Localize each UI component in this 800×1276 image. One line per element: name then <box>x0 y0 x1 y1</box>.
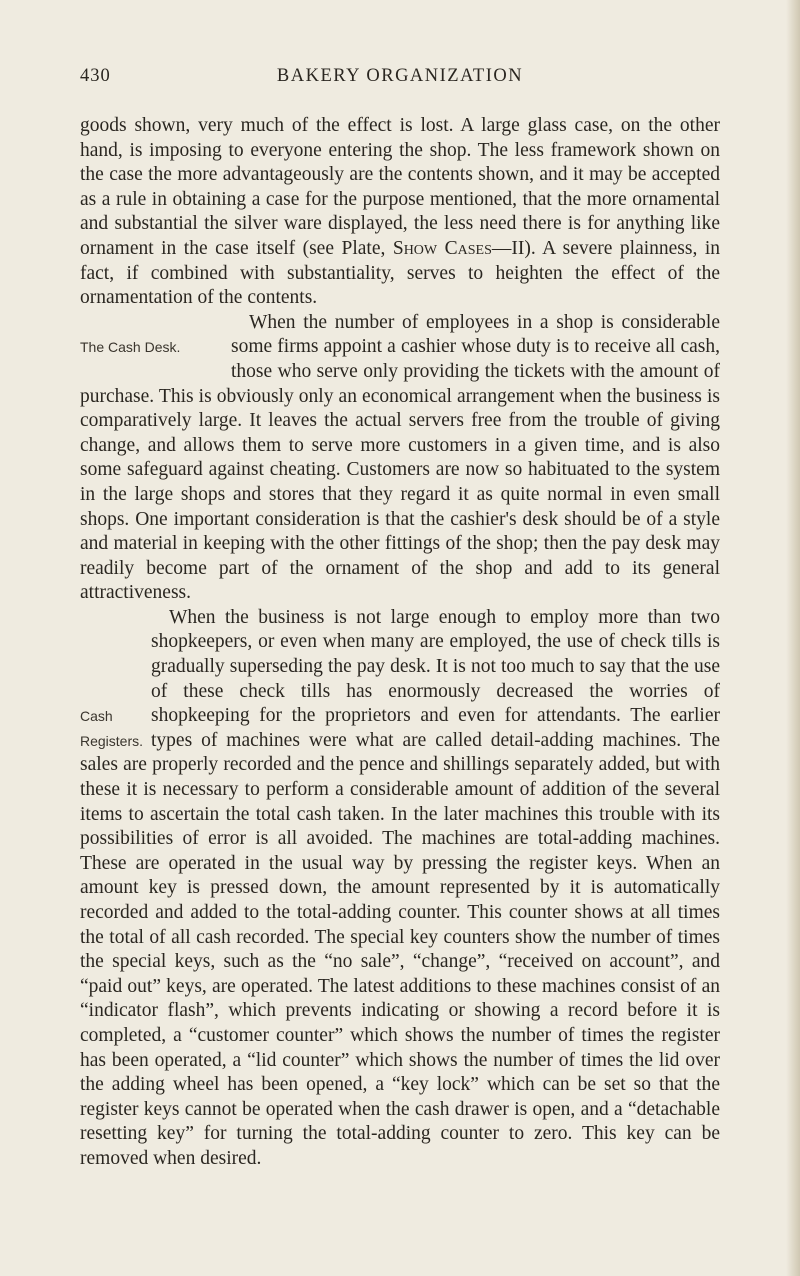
paragraph-cash-desk <box>80 311 720 606</box>
show-cases-reference: Show Cases <box>392 237 492 259</box>
paragraph-cash-registers <box>80 606 720 1172</box>
paragraph-1-text-a: goods shown, very much of the effect is lost. A large glass case, on the other hand, is imposing to everyone entering the shop. The less framework shown on the case the more advantageously are the contents shown, and it may be accepted as a rule in obtaining a case for the purpose mentioned, that the more ornamental and substantial the silver ware displayed, the less need there is for anything like ornament in the case itself (see Plate, <box>80 115 720 259</box>
paragraph-2-text: When the number of employees in a shop is considerable some firms appoint a cashier whose duty is to receive all cash, those who serve only providing the tickets with the amount of purchase. This is obviously only an economical arrangement when the business is comparatively large. It leaves the actual servers free from the trouble of giving change, and allows them to serve more customers in a given time, and is also some safeguard against cheating. Customers are now so habituated to the system in the large shops and stores that they regard it as quite normal in even small shops. One important consideration is that the cashier's desk should be of a style and material in keeping with the other fittings of the shop; then the pay desk may readily become part of the ornament of the shop and add to its general attractiveness. <box>80 311 720 604</box>
paragraph-show-cases <box>80 114 720 311</box>
page-header <box>80 66 720 94</box>
sidenote-cash-registers: Cash Registers. <box>80 708 144 749</box>
page-edge-shadow <box>786 0 800 1276</box>
body-text <box>80 114 720 1172</box>
paragraph-3-text: When the business is not large enough to employ more than two shopkeepers, or even when many are employed, the use of check tills is gradually superseding the pay desk. It is not too much to say that the use of these check tills has enormously decreased the worries of shopkeeping for the proprietors and even for attendants. The earlier types of machines were what are called detail-adding machines. The sales are properly recorded and the pence and shillings separately added, but with these it is necessary to perform a considerable amount of addition of the several items to ascertain the total cash taken. In the later machines this trouble with its possibilities of error is all avoided. The machines are total-adding machines. These are operated in the usual way by pressing the register keys. When an amount key is pressed down, the amount represented by it is automatically recorded and added to the total-adding counter. This counter shows at all times the total of all cash recorded. The special key counters show the number of times the special keys, such as the “no sale”, “change”, “received on account”, and “paid out” keys, are operated. The latest additions to these machines consist of an “indicator flash”, which prevents indicating or showing a record before it is completed, a “customer counter” which shows the number of times the register has been operated, a “lid counter” which shows the number of times the lid over the adding wheel has been opened, a “key lock” which can be set so that the register keys cannot be operated when the cash drawer is open, and a “detachable resetting key” for turning the total-adding counter to zero. This key can be removed when desired. <box>80 606 720 1169</box>
page-number: 430 <box>80 66 111 86</box>
sidenote-cash-desk: The Cash Desk. <box>80 339 181 356</box>
paragraph-1-text-b: —II). A severe plainness, in fact, if combined with substantiality, serves to heighten the effect of the ornamentation of the contents. <box>80 237 721 309</box>
running-title: BAKERY ORGANIZATION <box>276 66 524 86</box>
